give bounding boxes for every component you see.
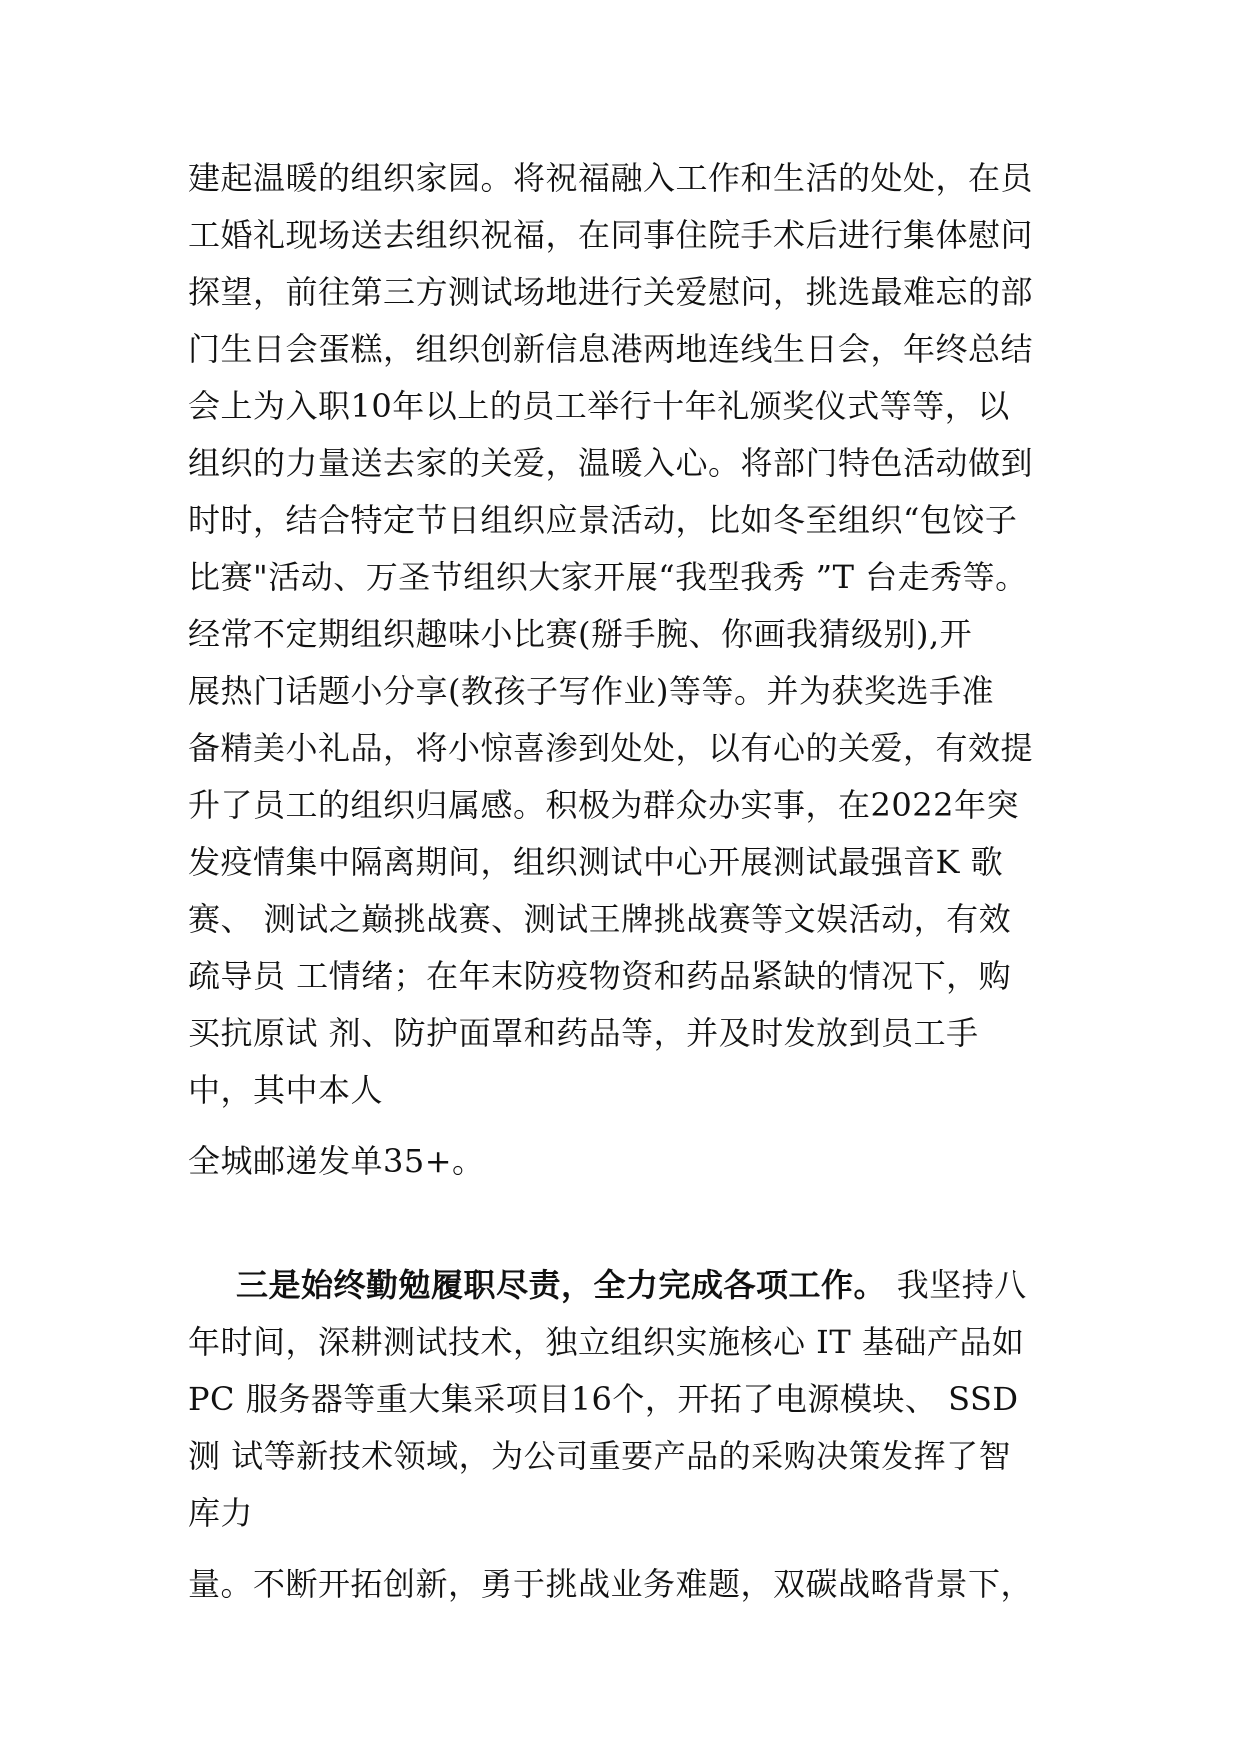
text-line: 门生日会蛋糕，组织创新信息港两地连线生日会，年终总结: [188, 330, 1034, 368]
text-span: 我坚持八: [886, 1266, 1027, 1304]
text-line: 库力: [188, 1494, 254, 1532]
text-line: 测 试等新技术领域，为公司重要产品的采购决策发挥了智: [188, 1437, 1012, 1475]
text-line: 疏导员 工情绪；在年末防疫物资和药品紧缺的情况下，购: [188, 957, 1012, 995]
text-line: 备精美小礼品，将小惊喜渗到处处，以有心的关爱，有效提: [188, 729, 1034, 767]
text-line: PC 服务器等重大集采项目16个，开拓了电源模块、 SSD: [188, 1380, 1019, 1418]
paragraph-first-line: [236, 1259, 1068, 1311]
text-line: 发疫情集中隔离期间，组织测试中心开展测试最强音K 歌: [188, 843, 1004, 881]
text-line: 中，其中本人: [188, 1071, 384, 1109]
text-line: 建起温暖的组织家园。将祝福融入工作和生活的处处，在员: [188, 159, 1034, 197]
paragraph-heading: 三是始终勤勉履职尽责，全力完成各项工作。: [236, 1266, 887, 1304]
text-line: 升了员工的组织归属感。积极为群众办实事，在2022年突: [188, 786, 1019, 824]
text-line: 经常不定期组织趣味小比赛(掰手腕、你画我猜级别),开: [188, 615, 973, 653]
text-line: 工婚礼现场送去组织祝福，在同事住院手术后进行集体慰问: [188, 216, 1034, 254]
text-line: 组织的力量送去家的关爱，温暖入心。将部门特色活动做到: [188, 444, 1034, 482]
text-line: 量。不断开拓创新，勇于挑战业务难题，双碳战略背景下，: [188, 1565, 1034, 1603]
text-line: 买抗原试 剂、防护面罩和药品等，并及时发放到员工手: [188, 1014, 979, 1052]
text-line: 全城邮递发单35+。: [188, 1142, 485, 1180]
text-line: 会上为入职10年以上的员工举行十年礼颁奖仪式等等，以: [188, 387, 1010, 425]
text-line: 赛、 测试之巅挑战赛、测试王牌挑战赛等文娱活动，有效: [188, 900, 1012, 938]
text-line: 年时间，深耕测试技术，独立组织实施核心 IT 基础产品如: [188, 1323, 1025, 1361]
text-line: 探望，前往第三方测试场地进行关爱慰问，挑选最难忘的部: [188, 273, 1034, 311]
text-line: 时时，结合特定节日组织应景活动，比如冬至组织“包饺子: [188, 501, 1018, 539]
text-line: 展热门话题小分享(教孩子写作业)等等。并为获奖选手准: [188, 672, 994, 710]
text-line: 比赛"活动、万圣节组织大家开展“我型我秀 ”T 台走秀等。: [188, 558, 1028, 596]
